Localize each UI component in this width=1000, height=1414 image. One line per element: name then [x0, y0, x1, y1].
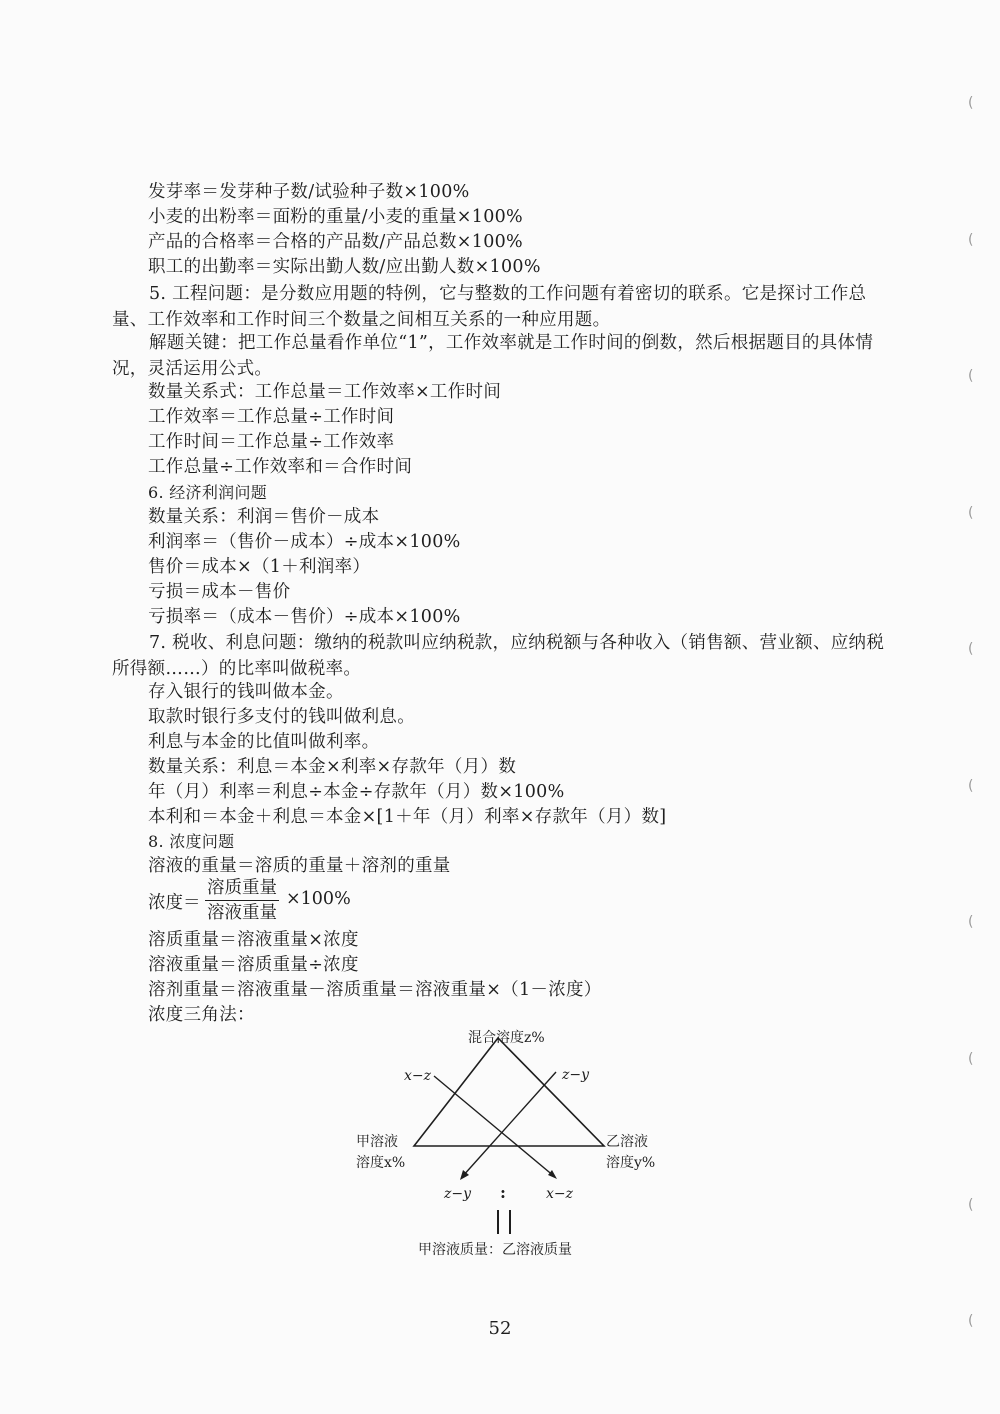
text-line: 职工的出勤率＝实际出勤人数/应出勤人数×100%	[148, 257, 541, 277]
text-line: 工作时间＝工作总量÷工作效率	[148, 432, 395, 452]
right-solution-name: 乙溶液	[606, 1134, 648, 1150]
top-label: 混合溶度z%	[468, 1030, 545, 1046]
binding-hole-mark: (	[968, 232, 974, 248]
left-diff-label: x−z	[404, 1068, 432, 1084]
binding-hole-mark: (	[968, 95, 974, 111]
concentration-triangle-diagram	[340, 1022, 680, 1262]
text-line: 溶质重量＝溶液重量×浓度	[148, 930, 359, 950]
binding-hole-mark: (	[968, 505, 974, 521]
text-line: 亏损＝成本－售价	[148, 582, 291, 602]
result-left: z−y	[444, 1186, 472, 1202]
text-line: 亏损率＝（成本－售价）÷成本×100%	[148, 607, 461, 627]
text-line: 存入银行的钱叫做本金。	[148, 682, 344, 702]
section-heading: 8. 浓度问题	[148, 832, 235, 851]
diagonal-line-left-to-right	[434, 1076, 555, 1177]
text-line: 年（月）利率＝利息÷本金÷存款年（月）数×100%	[148, 782, 565, 802]
triangle-outline	[414, 1038, 604, 1146]
text-line: 溶液的重量＝溶质的重量＋溶剂的重量	[148, 856, 451, 876]
paragraph-engineering: 5. 工程问题：是分数应用题的特例，它与整数的工作问题有着密切的联系。它是探讨工作总量、工作效率和工作时间三个数量之间相互关系的一种应用题。	[112, 284, 867, 330]
arrow-head-right	[548, 1170, 557, 1179]
fraction-denominator: 溶液重量	[207, 903, 277, 923]
paragraph-key: 解题关键：把工作总量看作单位“1”，工作效率就是工作时间的倒数，然后根据题目的具体情况，灵活运用公式。	[112, 333, 874, 379]
text-line: 浓度三角法：	[148, 1005, 255, 1025]
binding-hole-mark: (	[968, 368, 974, 384]
binding-hole-mark: (	[968, 1313, 974, 1329]
text-line: 数量关系：利润＝售价－成本	[148, 507, 380, 527]
text-line: 工作效率＝工作总量÷工作时间	[148, 407, 395, 427]
text-line: 利息与本金的比值叫做利率。	[148, 732, 380, 752]
section-heading: 6. 经济利润问题	[148, 483, 268, 502]
text-line: 小麦的出粉率＝面粉的重量/小麦的重量×100%	[148, 207, 523, 227]
result-right: x−z	[546, 1186, 574, 1202]
binding-hole-mark: (	[968, 778, 974, 794]
right-solution-concentration: 溶度y%	[606, 1155, 656, 1171]
text-line: 产品的合格率＝合格的产品数/产品总数×100%	[148, 232, 523, 252]
text-line: 售价＝成本×（1＋利润率）	[148, 557, 371, 577]
text-line: 本利和＝本金＋利息＝本金×[1＋年（月）利率×存款年（月）数]	[148, 807, 667, 827]
text-line: 取款时银行多支付的钱叫做利息。	[148, 707, 415, 727]
binding-hole-mark: (	[968, 1051, 974, 1067]
formula-lhs: 浓度＝	[148, 893, 201, 913]
paragraph-tax: 7. 税收、利息问题：缴纳的税款叫应纳税款，应纳税额与各种收入（销售额、营业额、应纳税所得额……）的比率叫做税率。	[112, 633, 885, 679]
fraction-numerator: 溶质重量	[205, 877, 279, 901]
text-line: 溶剂重量＝溶液重量－溶质重量＝溶液重量×（1－浓度）	[148, 980, 602, 1000]
result-colon: :	[500, 1183, 506, 1202]
text-line: 溶液重量＝溶质重量÷浓度	[148, 955, 359, 975]
left-solution-name: 甲溶液	[356, 1134, 398, 1150]
binding-hole-mark: (	[968, 1197, 974, 1213]
right-diff-label: z−y	[562, 1067, 590, 1083]
left-solution-concentration: 溶度x%	[356, 1155, 406, 1171]
text-line: 发芽率＝发芽种子数/试验种子数×100%	[148, 182, 470, 202]
text-line: 利润率＝（售价－成本）÷成本×100%	[148, 532, 461, 552]
text-line: 数量关系：利息＝本金×利率×存款年（月）数	[148, 757, 517, 777]
binding-hole-mark: (	[968, 641, 974, 657]
text-line: 工作总量÷工作效率和＝合作时间	[148, 457, 413, 477]
formula-rhs: ×100%	[286, 889, 351, 909]
page-number: 52	[488, 1318, 512, 1339]
diagonal-line-right-to-left	[462, 1072, 556, 1177]
text-line: 数量关系式：工作总量＝工作效率×工作时间	[148, 382, 502, 402]
binding-hole-mark: (	[968, 914, 974, 930]
mass-ratio-label: 甲溶液质量：乙溶液质量	[418, 1242, 572, 1258]
concentration-formula	[148, 877, 548, 927]
